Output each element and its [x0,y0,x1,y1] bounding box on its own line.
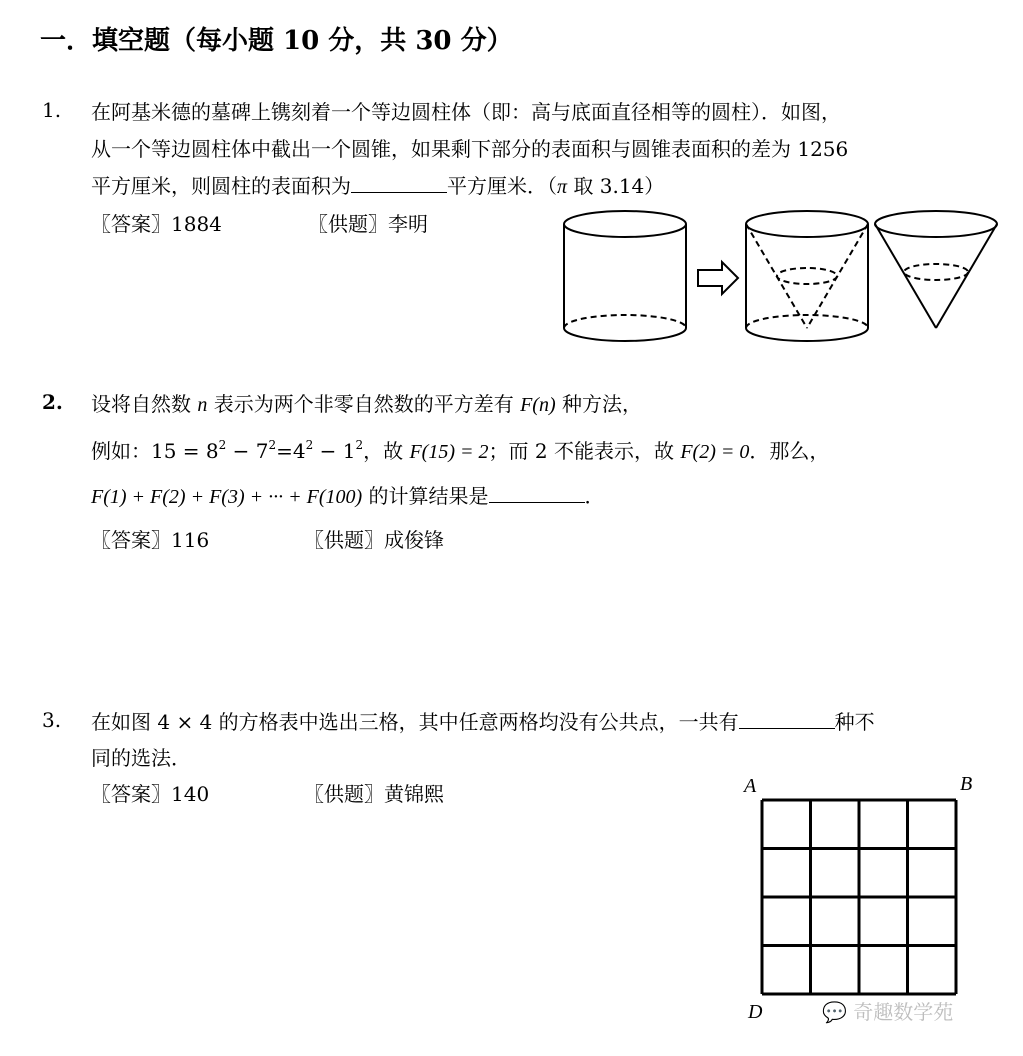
q2-F15: F(15) = 2 [409,441,489,463]
grid-lines [762,800,956,994]
watermark [822,996,953,1025]
q1-line3-end: 取 3.14） [567,174,665,198]
q2-period: ． [584,484,605,508]
cylinder-with-cone-figure [746,211,868,341]
q3-line2: 同的选法． [91,746,191,770]
cylinder-cone-figure [550,200,1010,350]
q1-line3-unit: 平方厘米．（ [447,174,557,198]
q1-answer-blank [351,174,447,193]
q2-line1-text: 设将自然数 [91,392,198,416]
q2-answer-blank [489,484,585,503]
q2-sum: F(1) + F(2) + F(3) + ··· + F(100) [91,486,363,508]
q2-provider: 〖供题〗成俊锋 [304,528,444,552]
grid-label-a: A [744,775,757,797]
q2-sum-text: 的计算结果是 [362,484,489,508]
q2-ex-f: ；而 2 不能表示，故 [488,439,681,463]
q1-provider: 〖供题〗李明 [308,212,428,236]
q2-sum-line [91,480,605,509]
pi-symbol: π [557,176,568,198]
q2-ex-a: 例如：15 = 8 [91,439,219,463]
q1-line3-text: 平方厘米，则圆柱的表面积为 [91,174,351,198]
q3-number: 3. [42,708,62,732]
grid-label-b: B [960,773,973,795]
cone-figure [875,211,997,328]
q2-ex-e: ，故 [363,439,410,463]
q3-answer: 〖答案〗140 [91,782,210,806]
cylinder-figure [564,211,686,341]
q1-number: 1. [42,98,62,122]
q2-exp-b: 2 [268,438,277,452]
q2-exp-a: 2 [218,438,227,452]
q3-answer-blank [739,710,835,729]
q1-answer: 〖答案〗1884 [91,212,222,236]
watermark-text: 奇趣数学苑 [853,1000,954,1024]
q2-ex-d: − 1 [313,439,356,463]
q1-line2: 从一个等边圆柱体中截出一个圆锥，如果剩下部分的表面积与圆锥表面积的差为 1256 [91,137,849,161]
q2-F2: F(2) = 0 [680,441,750,463]
wechat-icon: 💬 [822,1000,847,1024]
right-arrow-icon [698,262,738,294]
q2-ex-g: ．那么， [749,439,830,463]
section-title: 一．填空题（每小题 10 分，共 30 分） [40,26,513,56]
q2-ex-b: − 7 [226,439,269,463]
grid-figure [730,760,990,1030]
q3-provider: 〖供题〗黄锦熙 [304,782,444,806]
q2-exp-d: 2 [355,438,364,452]
q2-exp-c: 2 [305,438,314,452]
q2-example [91,435,829,464]
q2-Fn: F(n) [520,394,556,416]
q2-line1-end: 种方法， [555,392,642,416]
q3-line1-end: 种不 [834,710,875,734]
q1-line3 [91,170,664,199]
q2-ex-c: =4 [276,439,306,463]
q2-line1 [91,388,642,417]
q2-number: 2. [42,390,63,414]
q3-line1 [91,706,875,735]
q2-line1-mid: 表示为两个非零自然数的平方差有 [207,392,521,416]
q3-line1-text: 在如图 4 × 4 的方格表中选出三格，其中任意两格均没有公共点，一共有 [91,710,739,734]
q1-line1: 在阿基米德的墓碑上镌刻着一个等边圆柱体（即：高与底面直径相等的圆柱）．如图， [91,100,841,124]
q2-answer: 〖答案〗116 [91,528,210,552]
grid-label-d: D [748,1001,763,1023]
q2-n: n [197,394,208,416]
